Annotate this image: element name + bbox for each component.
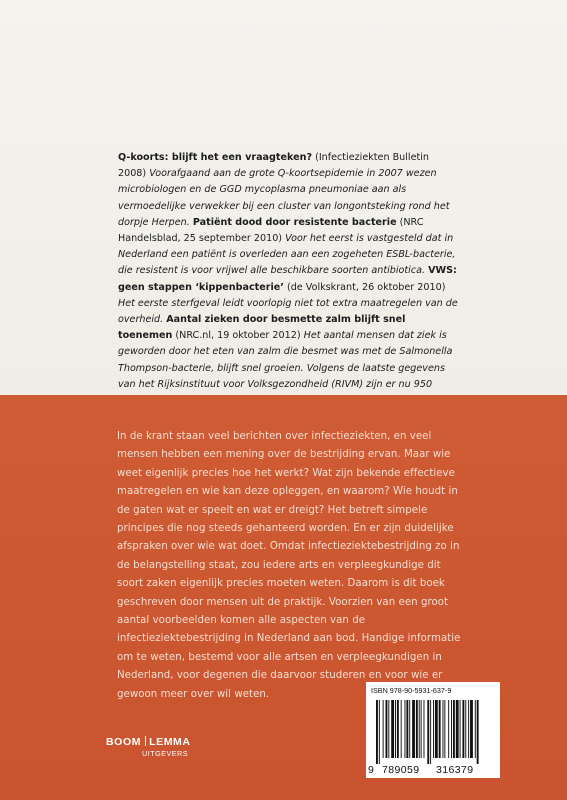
barcode-bar <box>430 700 431 764</box>
barcode-bar <box>401 700 402 758</box>
barcode-bar <box>386 700 388 758</box>
logo-divider <box>145 736 146 746</box>
barcode-bar <box>456 700 459 758</box>
barcode-bar <box>465 700 466 758</box>
barcode-bar <box>477 700 479 764</box>
publisher-logo <box>106 736 191 758</box>
barcode-bar <box>388 700 389 758</box>
barcode-bar <box>462 700 464 758</box>
publisher-name-left: BOOM <box>106 736 142 748</box>
back-cover-blurb: In de krant staan veel berichten over infectieziekten, en veel mensen hebben een mening over de bestrijding ervan. Maar wie weet eigenlijk precies hoe het werkt? Wat zijn bekende effectieve maatregelen en wie kan deze opleggen, en waarom? Wie houdt in de gaten wat er speelt en wat er dreigt? Het betreft simpele principes die nog steeds gehanteerd worden. En er zijn duidelijke afspraken over wie wat doet. Omdat infectieziektebestrijding zo in de belangstelling staat, zou iedere arts en verpleegkundige dit soort zaken eigenlijk precies moeten weten. Daarom is dit boek geschreven door mensen uit de praktijk. Voorzien van een groot aantal voorbeelden komen alle aspecten van de infectieziektebestrijding in Nederland aan bod. Handige informatie om te weten, bestemd voor alle artsen en verpleegkundigen in Nederland, voor degenen die daarvoor studeren en voor wie er gewoon meer over wil weten. <box>117 431 461 700</box>
barcode-bar <box>439 700 441 758</box>
barcode-bar <box>409 700 410 758</box>
barcode-bar <box>475 700 476 758</box>
publisher-subtitle: UITGEVERS <box>142 749 189 758</box>
barcode-bar <box>448 700 449 758</box>
barcode-bar <box>451 700 452 758</box>
publisher-name <box>106 736 191 748</box>
excerpt-1-title: Q-koorts: blijft het een vraagteken? <box>118 152 313 163</box>
barcode-bar <box>460 700 461 758</box>
barcode-bar <box>383 700 384 758</box>
barcode-bar <box>395 700 396 758</box>
barcode-bar <box>391 700 394 758</box>
barcode-bar <box>443 700 444 758</box>
barcode-digit-lead: 9 <box>368 764 375 776</box>
barcode-bar <box>397 700 399 758</box>
barcode-bar <box>468 700 469 758</box>
excerpt-2-source: (NRC Handelsblad, 25 september 2010) <box>118 216 424 245</box>
barcode-bar <box>412 700 415 758</box>
barcode-bar <box>416 700 418 758</box>
isbn-label: ISBN 978-90-5931-637-9 <box>371 686 452 695</box>
barcode-bar <box>444 700 445 758</box>
excerpt-4-title: Aantal zieken door besmette zalm blijft snel toenemen <box>118 314 406 342</box>
barcode-bar <box>419 700 420 758</box>
excerpt-block <box>118 150 458 409</box>
barcode-bar <box>421 700 422 758</box>
excerpt-1-text: Voorafgaand aan de grote Q-koortsepidemie in 2007 wezen microbiologen en de GGD mycoplasma pneumoniae aan als vermoedelijke verwekker bij een cluster van longontsteking rond het dorpje Herpen. <box>118 168 450 228</box>
excerpt-3-title: VWS: geen stappen ‘kippenbacterie’ <box>118 265 457 293</box>
barcode-digit-group-2: 316379 <box>436 764 474 776</box>
barcode-bar <box>433 700 434 758</box>
barcode-bars <box>376 700 494 764</box>
barcode-bar <box>427 700 429 764</box>
publisher-name-right: LEMMA <box>149 736 191 748</box>
excerpt-3-source: (de Volkskrant, 26 oktober 2010) <box>283 281 446 293</box>
excerpt-3-text: Het eerste sterfgeval leidt voorlopig niet tot extra maatregelen van de overheid. <box>118 297 458 326</box>
barcode-bar <box>453 700 455 758</box>
barcode-bar <box>424 700 425 758</box>
barcode-bar <box>406 700 408 758</box>
excerpt-2-text: Voor het eerst is vastgesteld dat in Nederland een patiënt is overleden aan een zogeheten ESBL-bacterie, die resistent is voor vrijwel alle beschikbare soorten antibiotica. <box>118 233 456 277</box>
excerpt-2-title: Patiënt dood door resistente bacterie <box>192 216 397 228</box>
barcode-bar <box>470 700 473 758</box>
excerpt-4-source: (NRC.nl, 19 oktober 2012) <box>172 330 304 342</box>
barcode-bar <box>376 700 378 764</box>
excerpt-1-source: (Infectieziekten Bulletin 2008) <box>118 152 429 180</box>
excerpt-4-text: Het aantal mensen dat ziek is geworden door het eten van zalm die besmet was met de Salmonella Thompson-bacterie, blijft snel groeien. Volgens de laatste gegevens van het Rijksinstituut voor Volksgezondheid (RIVM) zijn er nu 950 <box>118 330 453 390</box>
newspaper-excerpts <box>118 150 458 409</box>
barcode-digit-group-1: 789059 <box>382 764 420 776</box>
barcode-bar <box>435 700 438 758</box>
barcode-bar <box>379 700 380 764</box>
barcode-bar <box>405 700 406 758</box>
